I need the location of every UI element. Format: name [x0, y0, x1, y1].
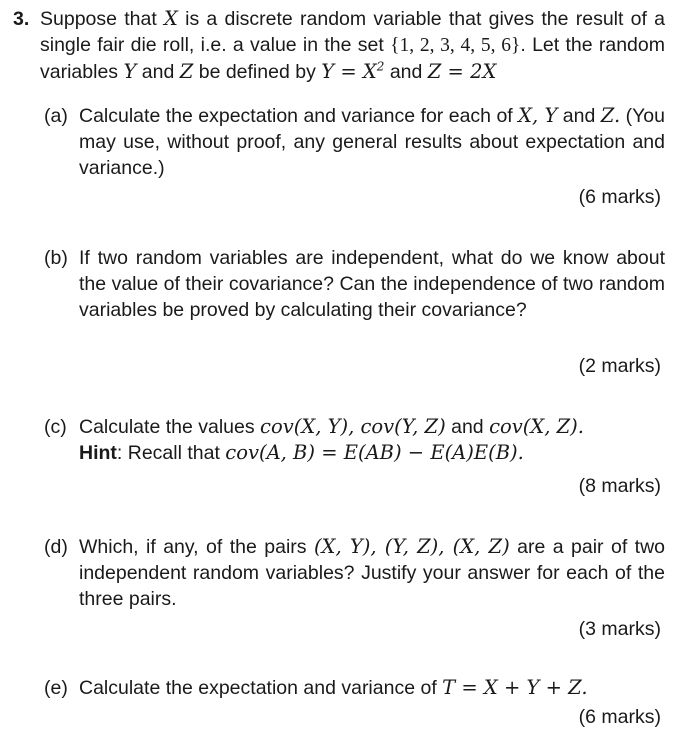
intro-text-3: . Let the random variables — [40, 34, 665, 83]
part-a-marks: (6 marks) — [578, 186, 661, 208]
part-c — [44, 414, 665, 466]
hint-label: Hint — [79, 442, 117, 464]
part-e-formula: T = X + Y + Z. — [442, 676, 588, 699]
part-d-marks: (3 marks) — [578, 618, 661, 640]
part-d-text: Which, if any, of the pairs (X, Y), (Y, Z), (X, Z) are a pair of two independent random variables? Justify your answer for each of the three pairs. — [79, 535, 666, 610]
part-c-label: (c) — [44, 416, 67, 438]
part-d-label: (d) — [44, 536, 68, 558]
part-a-label: (a) — [44, 105, 68, 127]
intro-text-1: Suppose that — [40, 8, 157, 30]
hint-formula: cov(A, B) = E(AB) − E(A)E(B). — [225, 441, 524, 464]
var-x: X — [163, 7, 178, 30]
part-e-marks: (6 marks) — [578, 706, 661, 728]
part-c-cov-1: cov(X, Y), cov(Y, Z) — [260, 415, 446, 438]
part-a-text: Calculate the expectation and variance for each of X, Y and Z. (You may use, without proof, any general results about expectation and variance.) — [79, 104, 665, 179]
part-a — [44, 103, 665, 181]
part-d-pairs: (X, Y), (Y, Z), (X, Z) — [313, 535, 510, 558]
part-b-label: (b) — [44, 247, 68, 269]
intro-and: and — [141, 61, 175, 83]
intro-text-4: be defined by — [198, 61, 316, 83]
part-b-text: If two random variables are independent, what do we know about the value of their covariance? Can the independence of two random variables be proved by calculating their covariance? — [79, 247, 665, 321]
question-header — [13, 6, 665, 85]
intro-and-2: and — [389, 61, 423, 83]
question-number: 3. — [13, 8, 30, 30]
part-c-marks: (8 marks) — [578, 475, 661, 497]
part-a-vars: X, Y — [518, 104, 558, 127]
definition-y: $Y = X^2$ — [321, 59, 385, 83]
value-set: {1, 2, 3, 4, 5, 6} — [390, 35, 521, 56]
var-z: Z — [179, 60, 194, 83]
part-d — [44, 534, 665, 612]
part-b — [44, 245, 665, 323]
part-b-marks: (2 marks) — [578, 355, 661, 377]
part-c-text: Calculate the values cov(X, Y), cov(Y, Z) and cov(X, Z). Hint: Recall that cov(A, B) = E(AB) − E(A)E(B). — [79, 415, 584, 464]
definition-z: Z = 2X — [427, 60, 497, 83]
intro-text-2: is a discrete random variable that gives the result of a single fair die roll, i.e. a value in the set — [40, 8, 665, 56]
question-intro — [40, 6, 665, 85]
part-e-text: Calculate the expectation and variance of T = X + Y + Z. — [79, 676, 588, 699]
part-a-var-last: Z. — [600, 104, 621, 127]
part-c-cov-2: cov(X, Z). — [489, 415, 584, 438]
var-y: Y — [123, 60, 137, 83]
part-e-label: (e) — [44, 677, 68, 699]
part-e — [44, 675, 665, 701]
